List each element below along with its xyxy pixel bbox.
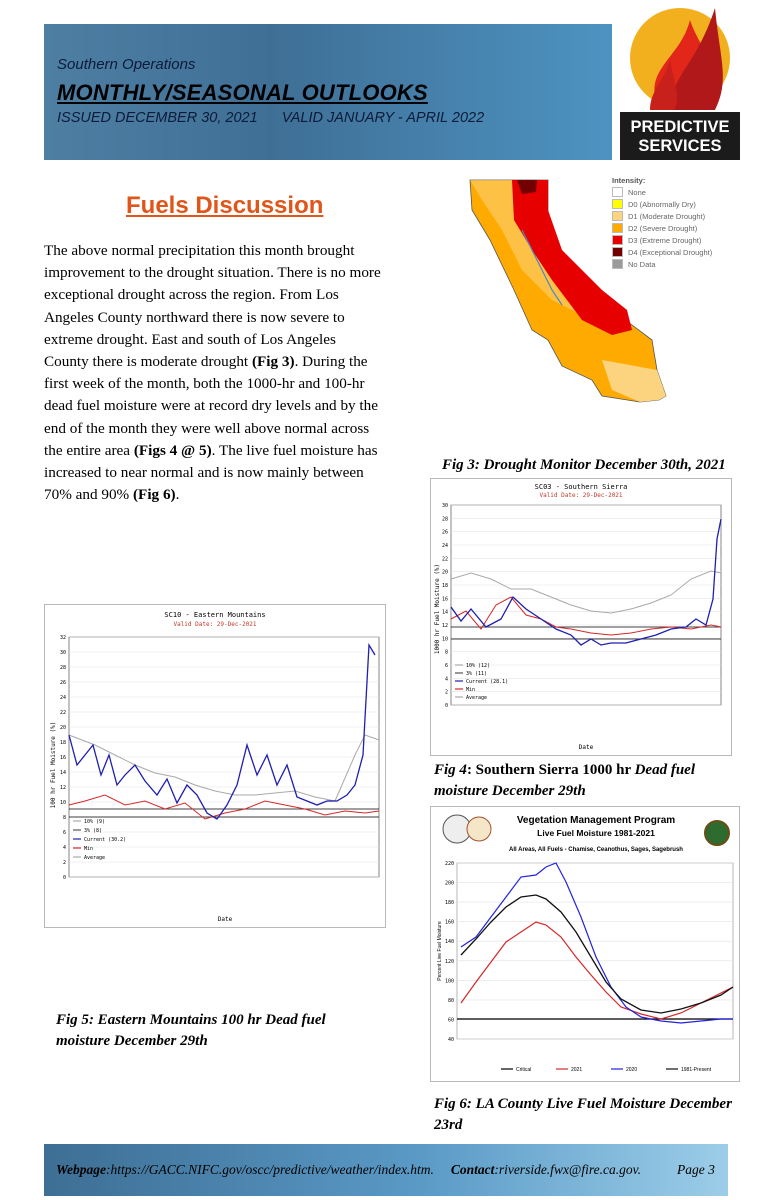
y-tick-label: 30: [59, 650, 66, 656]
legend-label: 3% (11): [466, 671, 488, 677]
legend-label: Min: [84, 846, 94, 852]
fig4-xlabel: Date: [578, 744, 594, 751]
legend-item: [612, 223, 752, 233]
legend-swatch: [612, 235, 623, 245]
fig5-caption-a: Fig 5: [56, 1012, 89, 1028]
y-tick-label: 32: [59, 635, 66, 641]
fig4-yticks: [442, 503, 448, 709]
legend-label: None: [628, 187, 646, 197]
footer-bar: [44, 1144, 728, 1196]
fig3-caption: Fig 3: Drought Monitor December 30th, 2021: [442, 457, 726, 473]
drought-legend: [612, 176, 752, 269]
legend-item: [612, 259, 752, 269]
fig-ref: (Figs 4 @ 5): [133, 441, 212, 459]
y-tick-label: 100: [444, 978, 454, 985]
y-tick-label: 10: [441, 636, 448, 643]
fig6-subtitle: Live Fuel Moisture 1981-2021: [537, 828, 655, 838]
y-tick-label: 6: [62, 830, 66, 836]
logo-text-box: [620, 112, 740, 160]
fig4-svg: [431, 479, 731, 755]
y-tick-label: 14: [441, 609, 448, 616]
fig-ref: (Fig 3): [251, 353, 295, 371]
header-banner: [44, 24, 612, 160]
y-tick-label: 26: [59, 680, 66, 686]
y-tick-label: 180: [444, 900, 454, 907]
legend-title: Intensity:: [612, 176, 646, 185]
fig5-svg: [45, 605, 385, 927]
fig-ref: (Fig 6): [133, 486, 176, 504]
forestry-badge-icon: [705, 821, 729, 845]
y-tick-label: 10: [59, 800, 66, 806]
y-tick-label: 160: [444, 919, 454, 926]
legend-label: 1981-Present: [681, 1067, 712, 1073]
legend-label: Current (28.1): [466, 679, 509, 685]
fig4-caption-b: : Southern Sierra 1000 hr: [466, 762, 635, 778]
y-tick-label: 30: [441, 503, 448, 509]
footer-text: [56, 1162, 715, 1178]
y-tick-label: 16: [441, 596, 448, 603]
y-tick-label: 24: [441, 543, 448, 549]
fig6-yticks: [445, 861, 454, 1043]
fig6-caption: [434, 1094, 754, 1136]
legend-label: D2 (Severe Drought): [628, 223, 698, 233]
y-tick-label: 0: [444, 703, 448, 709]
fig6-title: Vegetation Management Program: [516, 815, 676, 826]
contact-email[interactable]: :riverside.fwx@fire.ca.gov.: [494, 1162, 641, 1177]
y-tick-label: 8: [444, 649, 448, 656]
fig4-title: SC03 - Southern Sierra: [534, 483, 628, 491]
legend-label: 3% (8): [84, 828, 103, 834]
fig5-valid: Valid Date: 29-Dec-2021: [173, 621, 257, 628]
y-tick-label: 18: [59, 740, 66, 746]
fig4-valid: Valid Date: 29-Dec-2021: [539, 492, 623, 499]
text-part: .: [175, 486, 180, 504]
y-tick-label: 28: [441, 516, 448, 523]
legend-label: Current (30.2): [84, 837, 127, 843]
y-tick-label: 26: [441, 529, 448, 536]
fig6-ylabel: Percent Live Fuel Moisture: [437, 921, 443, 981]
legend-swatch: [612, 223, 623, 233]
header-issued: [57, 110, 484, 126]
y-tick-label: 4: [62, 845, 66, 851]
legend-label: Critical: [516, 1067, 532, 1073]
text-part: . During the first week of the month, both the 1000-hr and 100-hr dead fuel moisture were at record dry levels and by the end of the month they were well above normal across the entire area: [44, 353, 378, 459]
fig5-ylabel: 100 hr Fuel Moisture (%): [50, 721, 57, 809]
y-tick-label: 2: [444, 689, 448, 696]
contact-label: Contact: [450, 1162, 495, 1177]
fig6-caption-a: Fig 6: LA County Live Fuel Moisture December: [434, 1096, 732, 1112]
page-number: Page 3: [676, 1162, 715, 1177]
logo-line-1: PREDICTIVE: [630, 118, 730, 136]
fig5-caption: [56, 1010, 386, 1052]
header-title: MONTHLY/SEASONAL OUTLOOKS: [57, 80, 428, 105]
y-tick-label: 14: [59, 770, 66, 776]
legend-label: D1 (Moderate Drought): [628, 211, 706, 221]
y-tick-label: 16: [59, 755, 66, 761]
y-tick-label: 120: [444, 958, 454, 965]
logo-line-2: SERVICES: [638, 137, 722, 155]
y-tick-label: 24: [59, 695, 66, 701]
fig4-caption-a: Fig 4: [434, 762, 467, 778]
legend-label: Average: [466, 695, 488, 701]
fig4-caption-c: Dead fuel: [634, 762, 695, 778]
valid-period: VALID JANUARY - APRIL 2022: [281, 110, 485, 126]
y-tick-label: 18: [441, 583, 448, 589]
y-tick-label: 40: [447, 1037, 454, 1043]
fig6-plot-area: [457, 863, 733, 1039]
issued-date: ISSUED DECEMBER 30, 2021: [57, 110, 258, 126]
fig6-chart: [430, 806, 740, 1082]
y-tick-label: 20: [441, 569, 448, 576]
fig4-caption-d: moisture December 29th: [434, 783, 586, 799]
y-tick-label: 4: [444, 676, 448, 683]
y-tick-label: 200: [444, 880, 454, 887]
text-part: . The live fuel moisture has increased to near normal and is now mainly between 70% and 90%: [44, 441, 378, 504]
flame-logo-icon: [620, 0, 740, 112]
y-tick-label: 60: [447, 1017, 454, 1024]
y-tick-label: 220: [444, 861, 454, 867]
fig6-subtitle2: All Areas, All Fuels - Chamise, Ceanothus, Sages, Sagebrush: [509, 847, 683, 853]
drought-monitor-map: [452, 170, 752, 450]
y-tick-label: 28: [59, 665, 66, 671]
fig5-caption-b: : Eastern Mountains 100 hr Dead fuel: [88, 1012, 326, 1028]
fig4-ylabel: 1000 hr Fuel Moisture (%): [434, 563, 441, 655]
y-tick-label: 0: [62, 875, 66, 881]
fire-dept-badge-icon: [467, 817, 491, 841]
legend-swatch: [612, 199, 623, 209]
fig6-caption-b: 23rd: [434, 1117, 463, 1133]
y-tick-label: 6: [444, 663, 448, 669]
legend-swatch: [612, 187, 623, 197]
webpage-link[interactable]: :https://GACC.NIFC.gov/oscc/predictive/weather/index.htm.: [106, 1162, 434, 1177]
fig4-chart: [430, 478, 732, 756]
legend-item: [612, 199, 752, 209]
legend-items: [612, 187, 752, 269]
legend-item: [612, 247, 752, 257]
y-tick-label: 20: [59, 725, 66, 731]
fuels-discussion-title: Fuels Discussion: [126, 192, 324, 219]
legend-label: Min: [466, 687, 476, 693]
fig4-plot-area: [451, 505, 721, 705]
legend-swatch: [612, 247, 623, 257]
text-part: The above normal precipitation this month brought improvement to the drought situation. There is no more exceptional drought across the region. From Los Angeles County northward there is now severe to extreme drought. East and south of Los Angeles County there is moderate drought: [44, 242, 381, 371]
webpage-label: Webpage: [56, 1162, 106, 1177]
legend-label: D3 (Extreme Drought): [628, 235, 702, 245]
y-tick-label: 22: [59, 710, 66, 716]
fig5-chart: [44, 604, 386, 928]
y-tick-label: 140: [444, 939, 454, 946]
legend-item: [612, 187, 752, 197]
y-tick-label: 80: [447, 997, 454, 1004]
legend-label: No Data: [628, 259, 656, 269]
fig5-title: SC10 - Eastern Mountains: [164, 611, 266, 619]
header-subtitle: Southern Operations: [57, 56, 196, 73]
y-tick-label: 8: [62, 815, 66, 821]
y-tick-label: 22: [441, 556, 448, 563]
fuels-discussion-text: [44, 240, 384, 506]
fig4-caption: [434, 760, 754, 802]
y-tick-label: 12: [59, 785, 66, 791]
fig5-caption-c: moisture December 29th: [56, 1033, 208, 1049]
predictive-services-logo: [620, 0, 740, 162]
y-tick-label: 12: [441, 623, 448, 629]
y-tick-label: 2: [62, 860, 66, 866]
legend-label: 10% (12): [466, 663, 491, 669]
fig6-svg: [431, 807, 739, 1081]
legend-item: [612, 235, 752, 245]
legend-label: 10% (9): [84, 819, 106, 825]
fig6-legend: [501, 1067, 712, 1073]
legend-label: D4 (Exceptional Drought): [628, 247, 713, 257]
legend-swatch: [612, 259, 623, 269]
legend-label: 2021: [571, 1067, 583, 1073]
fig5-yticks: [60, 635, 66, 881]
legend-label: D0 (Abnormally Dry): [628, 199, 696, 209]
fig5-xlabel: Date: [217, 916, 233, 923]
legend-label: Average: [84, 855, 106, 861]
legend-label: 2020: [626, 1067, 638, 1073]
legend-item: [612, 211, 752, 221]
legend-swatch: [612, 211, 623, 221]
